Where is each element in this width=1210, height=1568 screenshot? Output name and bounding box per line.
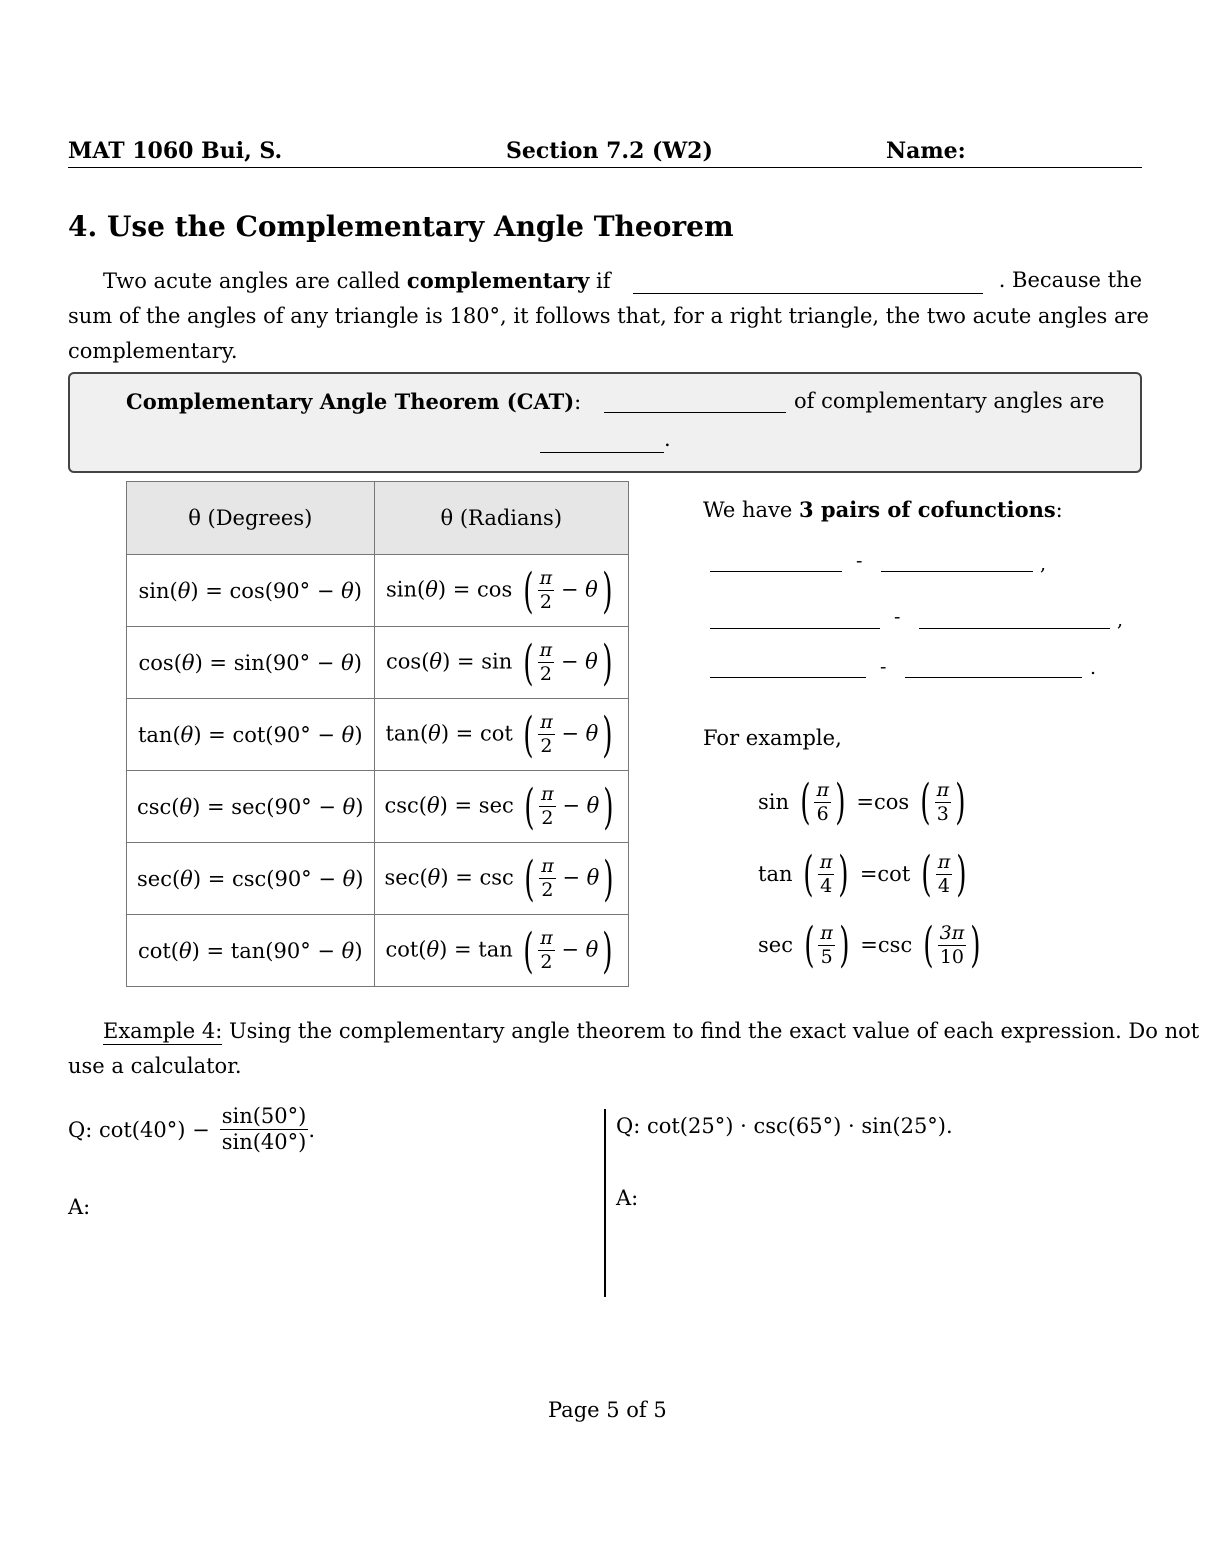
table-row xyxy=(127,843,629,915)
degree-identity: tan(θ) = cot(90° − θ) xyxy=(127,699,375,771)
q1-period: . xyxy=(308,1117,316,1142)
pair-2-sep: - xyxy=(894,606,901,628)
for-example-label: For example, xyxy=(703,726,842,750)
pair-3-sep: - xyxy=(880,656,887,678)
q1-numerator: sin(50°) xyxy=(221,1104,307,1128)
radian-identity: sec(θ) = csc ( $\frac{\pi}{2}$ − θ) xyxy=(374,843,629,915)
example4-label: Example 4: xyxy=(103,1019,223,1043)
radian-identity: cos(θ) = sin ( $\frac{\pi}{2}$ − θ) xyxy=(374,627,629,699)
pairs-text: We have xyxy=(703,498,799,522)
question-1 xyxy=(68,1106,315,1153)
example4-line-1 xyxy=(103,1014,1200,1049)
term-complementary: complementary xyxy=(406,268,590,293)
intro-text-a: Two acute angles are called xyxy=(103,269,407,293)
theorem-period: . xyxy=(664,427,671,451)
degree-identity: cot(θ) = tan(90° − θ) xyxy=(127,915,375,987)
degree-identity: csc(θ) = sec(90° − θ) xyxy=(127,771,375,843)
degree-identity: sin(θ) = cos(90° − θ) xyxy=(127,555,375,627)
theorem-colon: : xyxy=(574,390,582,414)
degree-identity: cos(θ) = sin(90° − θ) xyxy=(127,627,375,699)
header-radians: θ (Radians) xyxy=(374,482,629,555)
pair-3-blank-a[interactable] xyxy=(710,677,866,678)
theorem-blank-2[interactable] xyxy=(540,452,664,453)
pair-1-blank-a[interactable] xyxy=(710,571,842,572)
table-row xyxy=(127,627,629,699)
pair-3-period: . xyxy=(1090,657,1097,679)
intro-line-3: complementary. xyxy=(68,339,238,363)
intro-because: . Because the xyxy=(998,268,1142,292)
header-degrees: θ (Degrees) xyxy=(127,482,375,555)
table-row xyxy=(127,699,629,771)
ex-func-right: csc xyxy=(877,933,913,957)
header-rule xyxy=(68,167,1142,168)
table-row xyxy=(127,915,629,987)
radian-identity: cot(θ) = tan ( $\frac{\pi}{2}$ − θ) xyxy=(374,915,629,987)
example-identity: sec ( $\frac{\pi}{5}$ ) = csc ( $\frac{3\pi}{10}$ ) xyxy=(758,917,981,973)
answer-2[interactable]: A: xyxy=(616,1186,639,1210)
pair-3-blank-b[interactable] xyxy=(905,677,1082,678)
example-identity: sin ( $\frac{\pi}{6}$ ) = cos ( $\frac{\pi}{3}$ ) xyxy=(758,774,966,830)
theorem-label: Complementary Angle Theorem (CAT) xyxy=(126,389,575,414)
table-row xyxy=(127,555,629,627)
example4-line-2: use a calculator. xyxy=(68,1054,242,1078)
radian-identity: sin(θ) = cos ( $\frac{\pi}{2}$ − θ) xyxy=(374,555,629,627)
q1-fraction xyxy=(220,1106,309,1153)
ex-func-left: sin xyxy=(758,790,790,814)
ex-func-left: tan xyxy=(758,862,793,886)
cofunction-table xyxy=(126,481,629,987)
example-identity: tan ( $\frac{\pi}{4}$ ) = cot ( $\frac{\pi}{4}$ ) xyxy=(758,846,967,902)
answer-1[interactable]: A: xyxy=(68,1195,91,1219)
question-divider xyxy=(604,1109,606,1297)
question-2: Q: cot(25°) · csc(65°) · sin(25°). xyxy=(616,1114,953,1138)
pair-1-sep: - xyxy=(856,550,863,572)
pair-1-comma: , xyxy=(1040,553,1047,575)
course-name: MAT 1060 Bui, S. xyxy=(68,138,283,164)
section-label: Section 7.2 (W2) xyxy=(506,138,713,164)
radian-identity: tan(θ) = cot ( $\frac{\pi}{2}$ − θ) xyxy=(374,699,629,771)
pairs-bold: 3 pairs of cofunctions xyxy=(799,497,1056,522)
ex-func-left: sec xyxy=(758,933,793,957)
pair-2-blank-a[interactable] xyxy=(710,628,880,629)
q1-denominator: sin(40°) xyxy=(221,1130,307,1154)
ex-func-right: cos xyxy=(873,790,910,814)
theorem-blank-1[interactable] xyxy=(604,412,786,413)
intro-line-1 xyxy=(103,263,1143,299)
name-label: Name: xyxy=(886,138,966,164)
pair-2-comma: , xyxy=(1117,609,1124,631)
page-number: Page 5 of 5 xyxy=(548,1398,667,1422)
pairs-colon: : xyxy=(1055,498,1063,522)
radian-identity: csc(θ) = sec ( $\frac{\pi}{2}$ − θ) xyxy=(374,771,629,843)
pair-1-blank-b[interactable] xyxy=(881,571,1033,572)
theorem-middle: of complementary angles are xyxy=(794,389,1105,413)
complementary-blank[interactable] xyxy=(633,293,983,294)
intro-line-2: sum of the angles of any triangle is 180°, it follows that, for a right triangle, the two acute angles are xyxy=(68,304,1149,328)
table-row xyxy=(127,771,629,843)
q1-prefix: Q: cot(40°) − xyxy=(68,1117,210,1142)
cofunction-pairs-intro xyxy=(703,492,1063,528)
example4-text: Using the complementary angle theorem to find the exact value of each expression. Do not xyxy=(222,1019,1200,1043)
theorem-statement xyxy=(126,384,581,420)
pair-2-blank-b[interactable] xyxy=(919,628,1110,629)
ex-func-right: cot xyxy=(877,862,911,886)
section-title: 4. Use the Complementary Angle Theorem xyxy=(68,210,734,243)
intro-text-b: if xyxy=(589,269,611,293)
degree-identity: sec(θ) = csc(90° − θ) xyxy=(127,843,375,915)
